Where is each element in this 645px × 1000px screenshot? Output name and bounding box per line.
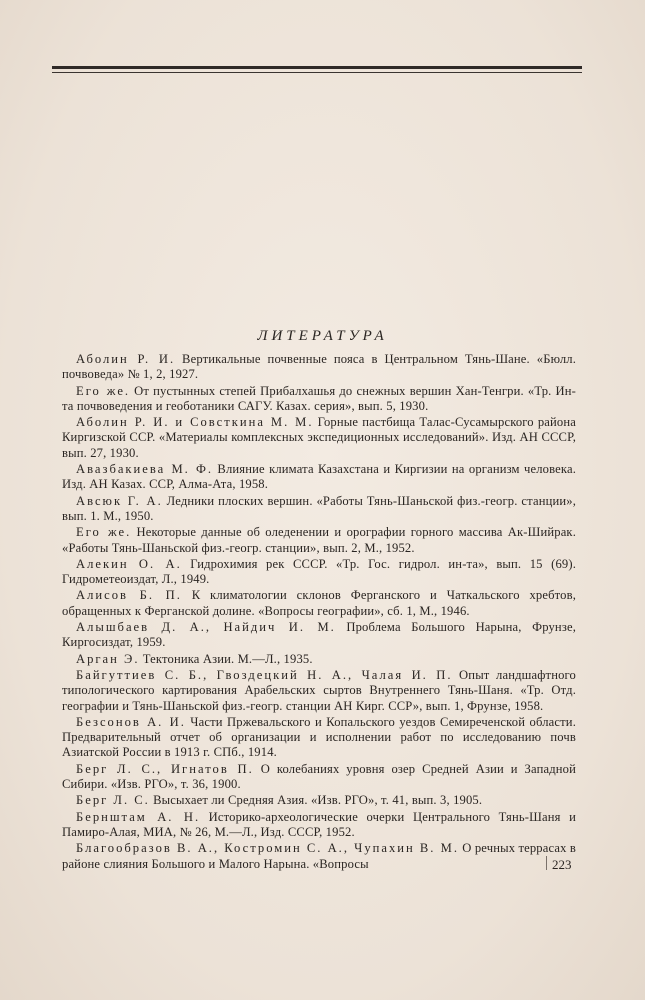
reference-entry (62, 762, 576, 793)
reference-entry (62, 525, 576, 556)
reference-entry (62, 415, 576, 461)
margin-mark (546, 856, 547, 870)
reference-entry (62, 652, 576, 667)
reference-text: Опыт ландшафтного типологического картирования Арабельских сыртов Внутреннего Тянь-Шаня. «Тр. Отд. географии и Тянь-Шаньской физ.-геогр. станции АН Кирг. ССР», вып. 1, Фрунзе, 1958. (62, 667, 576, 713)
reference-text: Историко-археологические очерки Центрального Тянь-Шаня и Памиро-Алая, МИА, № 26, М.—Л., Изд. СССР, 1952. (62, 809, 576, 839)
reference-text: К климатологии склонов Ферганского и Чаткальского хребтов, обращенных к Ферганской долине. «Вопросы географии», сб. 1, М., 1946. (62, 588, 576, 618)
reference-text: Влияние климата Казахстана и Киргизии на организм человека. Изд. АН Казах. ССР, Алма-Ата, 1958. (62, 462, 576, 492)
reference-entry (62, 462, 576, 493)
reference-entry (62, 620, 576, 651)
reference-entry (62, 715, 576, 761)
header-rule-thin (52, 72, 582, 73)
reference-author: Алисов Б. П. (76, 588, 182, 603)
reference-author: Берг Л. С. (76, 793, 150, 808)
reference-text: Тектоника Азии. М.—Л., 1935. (139, 651, 313, 666)
reference-author: Его же. (76, 383, 131, 398)
reference-text: Проблема Большого Нарына, Фрунзе, Киргосиздат, 1959. (62, 620, 576, 650)
reference-text: Горные пастбища Талас-Сусамырского района Киргизской ССР. «Материалы комплексных экспедиционных исследований». Изд. АН СССР, вып. 27, 1930. (62, 415, 576, 460)
reference-text: О речных террасах в районе слияния Большого и Малого Нарына. «Вопросы (62, 841, 576, 871)
reference-author: Берг Л. С., Игнатов П. (76, 761, 254, 776)
reference-entry (62, 841, 576, 872)
reference-entry (62, 352, 576, 383)
reference-text: Гидрохимия рек СССР. «Тр. Гос. гидрол. ин-та», вып. 15 (69). Гидрометеоиздат, Л., 1949. (62, 556, 577, 587)
reference-entry (62, 384, 576, 415)
reference-text: О колебаниях уровня озер Средней Азии и Западной Сибири. «Изв. РГО», т. 36, 1900. (62, 761, 577, 792)
reference-author: Байгуттиев С. Б., Гвоздецкий Н. А., Чалая И. П. (76, 667, 453, 682)
page-number: 223 (552, 857, 572, 872)
reference-text: От пустынных степей Прибалхашья до снежных вершин Хан-Тенгри. «Тр. Ин-та почвоведения и геоботаники САГУ. Казах. серия», вып. 5, 1930. (62, 383, 577, 413)
header-rule (52, 66, 582, 69)
reference-author: Арган Э. (76, 651, 140, 666)
reference-author: Бернштам А. Н. (76, 809, 201, 824)
reference-author: Безсонов А. И. (76, 714, 186, 729)
reference-author: Авсюк Г. А. (76, 493, 163, 508)
reference-author: Аболин Р. И. и Совсткина М. М. (76, 415, 314, 430)
reference-entry (62, 810, 576, 841)
section-heading: ЛИТЕРАТУРА (257, 328, 388, 344)
reference-entry (62, 557, 576, 588)
reference-text: Вертикальные почвенные пояса в Центральном Тянь-Шане. «Бюлл. почвоведа» № 1, 2, 1927. (62, 352, 576, 382)
reference-author: Благообразов В. А., Костромин С. А., Чупахин В. М. (76, 841, 459, 856)
reference-entry (62, 494, 576, 525)
reference-text: Некоторые данные об оледенении и орографии горного массива Ак-Шийрак. «Работы Тянь-Шаньской физ.-геогр. станции», вып. 2, М., 1952. (62, 525, 576, 555)
reference-list (62, 352, 576, 873)
reference-entry (62, 668, 576, 714)
reference-author: Его же. (76, 525, 132, 540)
reference-author: Алекин О. А. (76, 556, 182, 571)
reference-text: Части Пржевальского и Копальского уездов Семиреченской области. Предварительный отчет об организации и исполнении работ по исследованию почв Азиатской России в 1913 г. СПб., 1914. (62, 714, 576, 760)
reference-author: Авазбакиева М. Ф. (76, 462, 214, 477)
reference-author: Аболин Р. И. (76, 352, 176, 366)
reference-author: Алышбаев Д. А., Найдич И. М. (76, 620, 336, 635)
reference-entry (62, 793, 576, 808)
reference-text: Ледники плоских вершин. «Работы Тянь-Шаньской физ.-геогр. станции», вып. 1. М., 1950. (62, 493, 576, 523)
reference-entry (62, 588, 576, 619)
reference-text: Высыхает ли Средняя Азия. «Изв. РГО», т. 41, вып. 3, 1905. (149, 793, 483, 808)
